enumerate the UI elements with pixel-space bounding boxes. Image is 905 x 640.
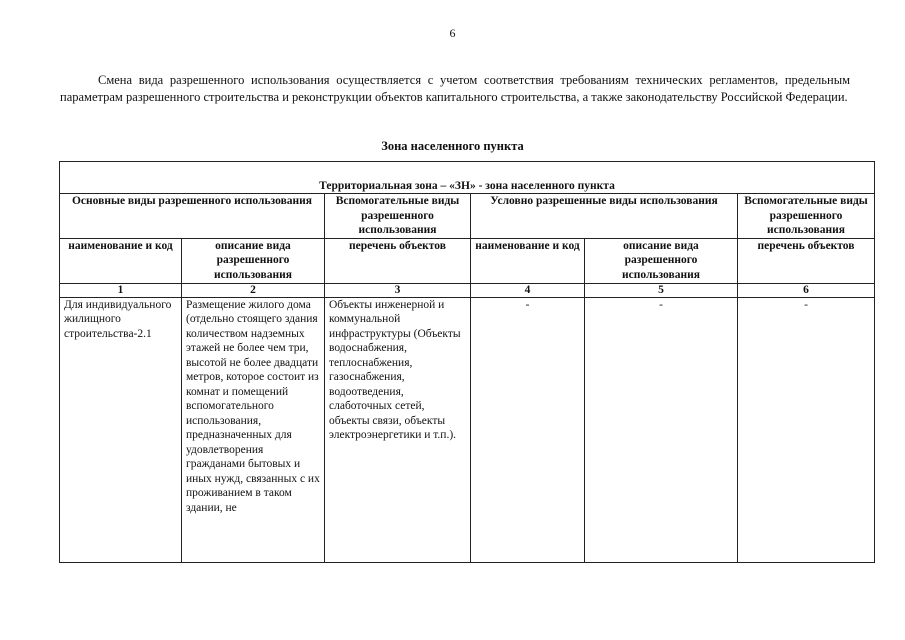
cell-conditional-name-code: - — [471, 297, 585, 562]
cell-conditional-objects: - — [738, 297, 875, 562]
subheader-objects: перечень объектов — [325, 238, 471, 283]
group-conditional-header: Условно разрешенные виды использования — [471, 194, 738, 239]
table-title: Территориальная зона – «ЗН» - зона населенного пункта — [60, 176, 875, 194]
column-number: 3 — [325, 283, 471, 297]
table-group-header-row — [60, 194, 875, 239]
page-number: 6 — [449, 26, 456, 40]
subheader-description: описание вида разрешенного использования — [585, 238, 738, 283]
subheader-objects: перечень объектов — [738, 238, 875, 283]
column-number-row — [60, 283, 875, 297]
cell-name-code: Для индивидуального жилищного строительства-2.1 — [60, 297, 182, 562]
column-number: 6 — [738, 283, 875, 297]
table-title-row — [60, 176, 875, 194]
column-number: 5 — [585, 283, 738, 297]
zone-table — [59, 161, 875, 563]
group-auxiliary-header: Вспомогательные виды разрешенного использования — [325, 194, 471, 239]
group-basic-header: Основные виды разрешенного использования — [60, 194, 325, 239]
subheader-name-code: наименование и код — [60, 238, 182, 283]
cell-conditional-description: - — [585, 297, 738, 562]
subheader-name-code: наименование и код — [471, 238, 585, 283]
section-heading: Зона населенного пункта — [381, 139, 524, 153]
column-number: 4 — [471, 283, 585, 297]
cell-description: Размещение жилого дома (отдельно стоящего здания количеством надземных этажей не более чем три, высотой не более двадцати метров, которое состоит из комнат и помещений вспомогательного использования, предназначенных для удовлетворения гражданами бытовых и иных нужд, связанных с их проживанием в таком здании, не — [182, 297, 325, 562]
table-row — [60, 297, 875, 562]
cell-objects: Объекты инженерной и коммунальной инфраструктуры (Объекты водоснабжения, теплоснабжения, газоснабжения, водоотведения, слаботочных сетей, объекты связи, объекты электроэнергетики и т.п.). — [325, 297, 471, 562]
group-conditional-auxiliary-header: Вспомогательные виды разрешенного использования — [738, 194, 875, 239]
table-subheader-row — [60, 238, 875, 283]
table-top-spacer — [60, 162, 875, 177]
intro-paragraph: Смена вида разрешенного использования осуществляется с учетом соответствия требованиям технических регламентов, предельным параметрам разрешенного строительства и реконструкции объектов капитального строительства, а также законодательству Российской Федерации. — [60, 73, 850, 104]
column-number: 1 — [60, 283, 182, 297]
column-number: 2 — [182, 283, 325, 297]
subheader-description: описание вида разрешенного использования — [182, 238, 325, 283]
